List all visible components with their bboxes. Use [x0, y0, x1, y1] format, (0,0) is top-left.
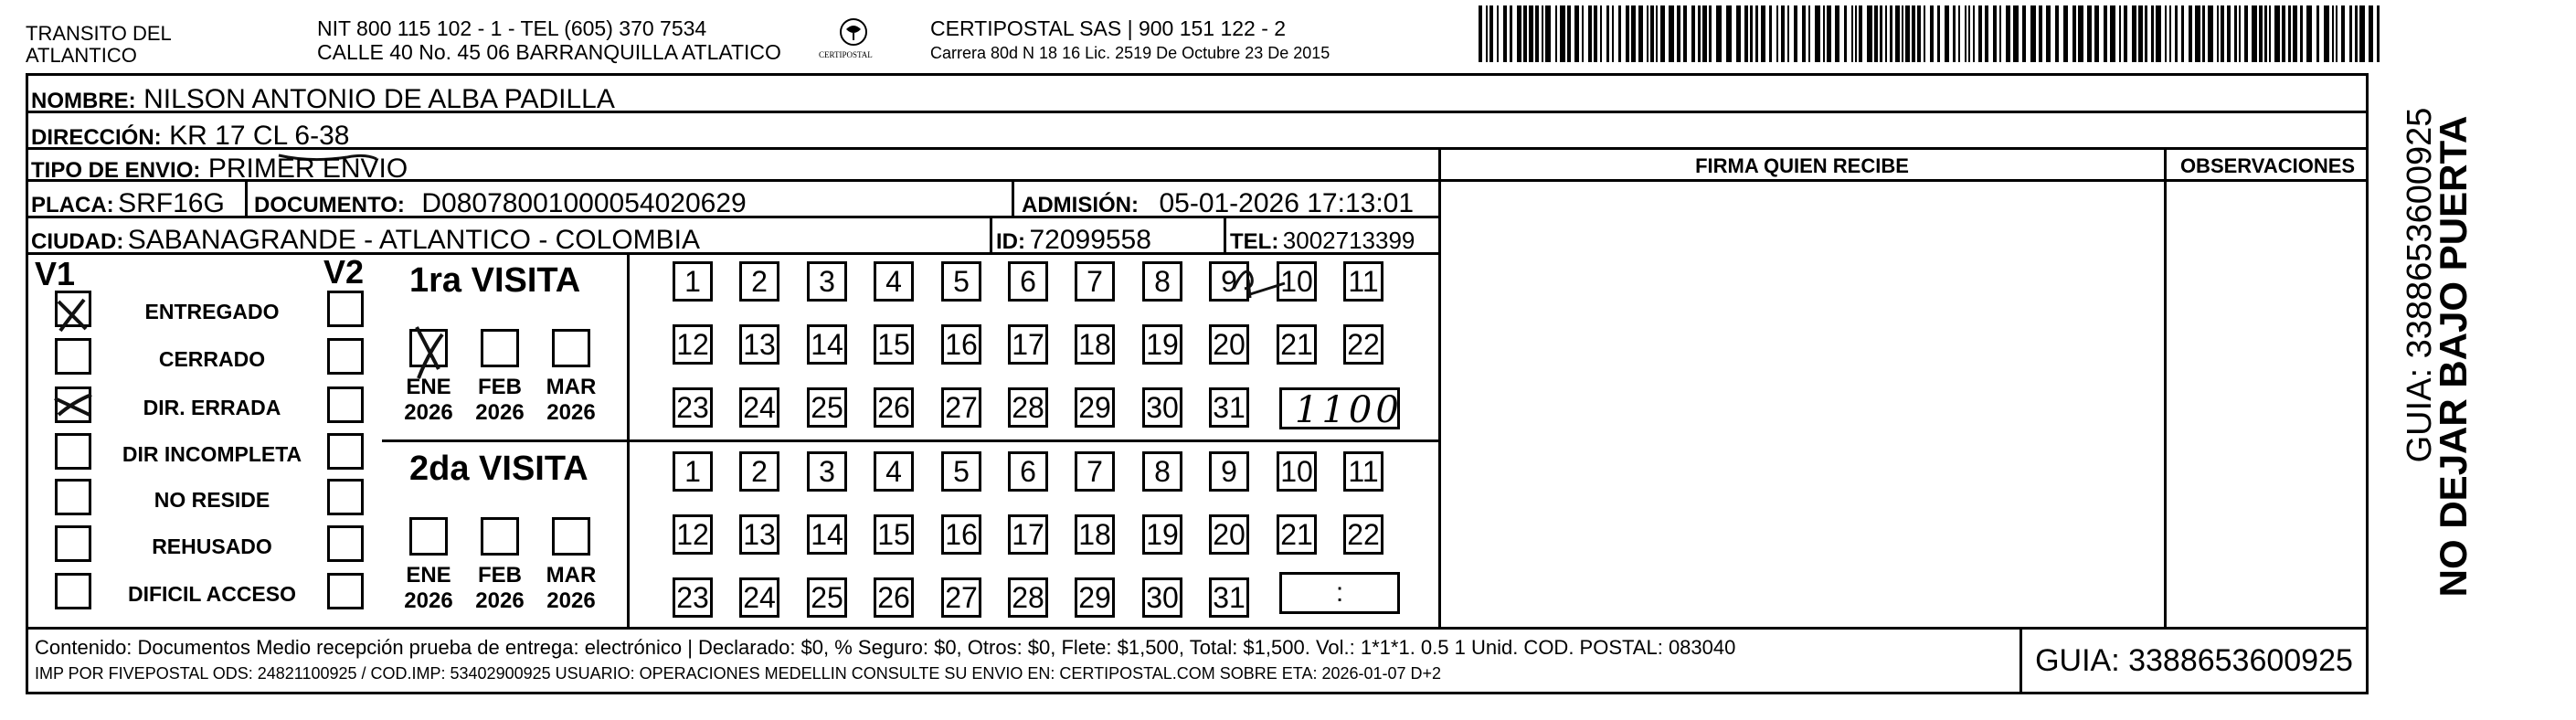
barcode-bar [1594, 5, 1597, 62]
barcode-bar [2288, 5, 2291, 62]
visit2-day-3-box[interactable]: 3 [807, 451, 847, 492]
visit2-ene-label: ENE [406, 563, 451, 588]
barcode-bar [1902, 5, 1903, 62]
visit2-day-1-box[interactable]: 1 [673, 451, 713, 492]
barcode-bar [1560, 5, 1565, 62]
status-dir-errada-label: DIR. ERRADA [143, 396, 281, 419]
v2-label: V2 [323, 253, 365, 291]
barcode-bar [1827, 5, 1831, 62]
visit1-day-16-box[interactable]: 16 [941, 324, 981, 365]
ciudad-field [31, 227, 700, 254]
barcode-bar [2039, 5, 2042, 62]
barcode-bar [2165, 5, 2167, 62]
barcode-bar [2316, 5, 2319, 62]
barcode-bar [2306, 5, 2312, 62]
sender-address: CALLE 40 No. 45 06 BARRANQUILLA ATLATICO [317, 40, 781, 64]
visit2-day-18-box[interactable]: 18 [1075, 514, 1115, 555]
barcode-bar [1698, 5, 1701, 62]
barcode-bar [1844, 5, 1847, 62]
imp-line: IMP POR FIVEPOSTAL ODS: 24821100925 / COD.IMP: 53402900925 USUARIO: OPERACIONES MEDELLIN CONSULTE SU ENVIO EN: CERTIPOSTAL.COM SOBRE ETA: 2026-01-07 D+2 [35, 664, 1442, 683]
v2-cerrado-checkbox[interactable] [327, 338, 364, 375]
barcode-bar [1744, 5, 1748, 62]
barcode-bar [2324, 5, 2329, 62]
visit1-feb-checkbox[interactable] [481, 329, 519, 367]
visit1-day-26-box[interactable]: 26 [874, 387, 914, 428]
barcode-bar [1638, 5, 1643, 62]
barcode-bar [1851, 5, 1853, 62]
v1-dir-incompleta-checkbox[interactable] [55, 433, 91, 470]
visit2-day-7-box[interactable]: 7 [1075, 451, 1115, 492]
barcode-bar [1503, 5, 1507, 62]
contenido-line: Contenido: Documentos Medio recepción prueba de entrega: electrónico | Declarado: $0, % Seguro: $0, Otros: $0, Flete: $1,500, Total: $1,500. Vol.: 1*1*1. 0.5 1 Unid. COD. POSTAL: 083040 [35, 636, 1736, 659]
barcode-bar [1479, 5, 1482, 62]
barcode-bar [1606, 5, 1609, 62]
visit1-time-handwritten: 1100 [1295, 389, 1403, 431]
certipostal-logo [817, 16, 890, 66]
barcode-bar [2063, 5, 2068, 62]
visit1-day-8-box[interactable]: 8 [1142, 261, 1182, 302]
visit1-day-13-box[interactable]: 13 [739, 324, 779, 365]
company-line: CERTIPOSTAL SAS | 900 151 122 - 2 [930, 16, 1287, 40]
barcode-bar [1885, 5, 1887, 62]
visit2-feb-label: FEB [478, 563, 522, 588]
visit2-day-2-box[interactable]: 2 [739, 451, 779, 492]
barcode-bar [1535, 5, 1539, 62]
barcode-bar [2336, 5, 2337, 62]
visit1-title: 1ra VISITA [409, 261, 581, 300]
visit2-day-17-box[interactable]: 17 [1008, 514, 1048, 555]
barcode-bar [1965, 5, 1966, 62]
barcode-bar [2227, 5, 2231, 62]
visit1-day-28-box[interactable]: 28 [1008, 387, 1048, 428]
barcode-bar [1924, 5, 1925, 62]
v1-label: V1 [35, 255, 76, 292]
barcode-bar [1895, 5, 1900, 62]
barcode-bar [1890, 5, 1892, 62]
barcode-bar [2195, 5, 2200, 62]
barcode-bar [2138, 5, 2143, 62]
tipo-envio-value: PRIMER ENVIO [207, 154, 408, 184]
direccion-label: DIRECCIÓN: [31, 125, 162, 150]
sender-name-line2: ATLANTICO [26, 44, 137, 67]
visit1-ene-label: ENE [406, 375, 451, 399]
barcode-bar [2087, 5, 2092, 62]
barcode-bar [2341, 5, 2345, 62]
barcode-bar [1905, 5, 1910, 62]
visit2-day-20-box[interactable]: 20 [1209, 514, 1249, 555]
barcode-bar [1978, 5, 1982, 62]
barcode-bar [2110, 5, 2115, 62]
barcode-bar [1669, 5, 1674, 62]
barcode-bar [1945, 5, 1949, 62]
visit1-day-30-box[interactable]: 30 [1142, 387, 1182, 428]
placa-value: SRF16G [118, 188, 225, 218]
placa-label: PLACA: [31, 193, 114, 217]
visit2-day-24-box[interactable]: 24 [739, 577, 779, 618]
visit1-day9-mark [1224, 258, 1288, 303]
barcode-bar [2217, 5, 2219, 62]
barcode-bar [1776, 5, 1778, 62]
visit1-day-10-box[interactable]: 10 [1277, 261, 1317, 302]
barcode-bar [1968, 5, 1970, 62]
visit1-day-12-box[interactable]: 12 [673, 324, 713, 365]
visit1-day-24-box[interactable]: 24 [739, 387, 779, 428]
barcode-bar [1750, 5, 1753, 62]
barcode-bar [2156, 5, 2161, 62]
barcode-bar [2369, 5, 2373, 62]
barcode-bar [2124, 5, 2127, 62]
barcode-bar [1958, 5, 1960, 62]
signature-area[interactable] [1442, 182, 2162, 625]
barcode-bar [2377, 5, 2380, 62]
barcode-bar [2208, 5, 2213, 62]
barcode-bar [1497, 5, 1499, 62]
barcode-bar [2221, 5, 2224, 62]
visit1-ene-check-mark [406, 322, 457, 386]
barcode-bar [1917, 5, 1921, 62]
visit1-ene-year: 2026 [404, 400, 453, 425]
visit1-time-box[interactable] [1279, 387, 1403, 431]
visit2-day-16-box[interactable]: 16 [941, 514, 981, 555]
visit1-day-6-box[interactable]: 6 [1008, 261, 1048, 302]
visit2-day-8-box[interactable]: 8 [1142, 451, 1182, 492]
visit1-day-5-box[interactable]: 5 [941, 261, 981, 302]
barcode-bar [2269, 5, 2271, 62]
visit2-feb-year: 2026 [475, 588, 525, 613]
license-line: Carrera 80d N 18 16 Lic. 2519 De Octubre 23 De 2015 [930, 44, 1330, 62]
v1-entregado-check-mark [51, 292, 97, 338]
visit1-mar-year: 2026 [546, 400, 596, 425]
barcode-bar [1631, 5, 1636, 62]
barcode-bar [2355, 5, 2358, 62]
admision-value: 05-01-2026 17:13:01 [1159, 188, 1415, 218]
visit2-day-30-box[interactable]: 30 [1142, 577, 1182, 618]
barcode-bar [1545, 5, 1551, 62]
barcode-bar [1612, 5, 1614, 62]
barcode-bar [2013, 5, 2019, 62]
barcode-bar [1781, 5, 1785, 62]
status-no-reside-label: NO RESIDE [154, 488, 270, 512]
visit2-day-27-box[interactable]: 27 [941, 577, 981, 618]
visit1-day-21-box[interactable]: 21 [1277, 324, 1317, 365]
visit2-day-12-box[interactable]: 12 [673, 514, 713, 555]
barcode-bar [2252, 5, 2257, 62]
barcode-bar [1677, 5, 1680, 62]
barcode-bar [1517, 5, 1521, 62]
barcode-bar [1600, 5, 1602, 62]
barcode-bar [1761, 5, 1765, 62]
sender-name-line1: TRANSITO DEL [26, 22, 172, 45]
barcode-bar [1486, 5, 1488, 62]
barcode-bar [1567, 5, 1571, 62]
visit2-day-15-box[interactable]: 15 [874, 514, 914, 555]
barcode-bar [1973, 5, 1975, 62]
barcode-bar [1529, 5, 1533, 62]
nombre-label: NOMBRE: [31, 89, 136, 113]
visit2-day-28-box[interactable]: 28 [1008, 577, 1048, 618]
sender-nit: NIT 800 115 102 - 1 - TEL (605) 370 7534 [317, 16, 707, 40]
direccion-value: KR 17 CL 6-38 [169, 121, 350, 151]
barcode-bar [1555, 5, 1557, 62]
visit1-day-9-box[interactable]: 9 [1209, 261, 1249, 302]
barcode-bar [1588, 5, 1592, 62]
barcode-bar [1656, 5, 1658, 62]
barcode-bar [2145, 5, 2147, 62]
visit2-day-9-box[interactable]: 9 [1209, 451, 1249, 492]
visit1-day-18-box[interactable]: 18 [1075, 324, 1115, 365]
visit1-mar-checkbox[interactable] [552, 329, 590, 367]
v2-dir-incompleta-checkbox[interactable] [327, 433, 364, 470]
barcode-bar [1823, 5, 1825, 62]
barcode-bar [1835, 5, 1839, 62]
visit2-day-6-box[interactable]: 6 [1008, 451, 1048, 492]
visit2-day-13-box[interactable]: 13 [739, 514, 779, 555]
visit2-title: 2da VISITA [409, 450, 588, 488]
barcode-bar [2030, 5, 2036, 62]
side-guia: GUIA: 3388653600925 [2401, 107, 2439, 463]
barcode-bar [1808, 5, 1810, 62]
barcode-bar [2104, 5, 2107, 62]
barcode-bar [2006, 5, 2010, 62]
barcode-bar [2300, 5, 2303, 62]
barcode-bar [1647, 5, 1648, 62]
barcode-bar [2282, 5, 2285, 62]
barcode-bar [1716, 5, 1722, 62]
barcode-bar [1691, 5, 1695, 62]
barcode-bar [1582, 5, 1584, 62]
barcode-bar [2078, 5, 2083, 62]
barcode-bar [1660, 5, 1665, 62]
visit2-day-5-box[interactable]: 5 [941, 451, 981, 492]
v1-dificil-acceso-checkbox[interactable] [55, 573, 91, 609]
barcode-bar [1993, 5, 1997, 62]
documento-value: D08078001000054020629 [421, 188, 747, 218]
barcode-bar [1755, 5, 1758, 62]
v2-no-reside-checkbox[interactable] [327, 479, 364, 515]
barcode-bar [1542, 5, 1543, 62]
barcode-bar [1510, 5, 1512, 62]
nombre-value: NILSON ANTONIO DE ALBA PADILLA [143, 84, 615, 114]
v2-dir-errada-checkbox[interactable] [327, 386, 364, 423]
barcode-bar [2293, 5, 2297, 62]
v2-dificil-acceso-checkbox[interactable] [327, 573, 364, 609]
barcode-bar [2181, 5, 2184, 62]
barcode-bar [1912, 5, 1915, 62]
placa-field [31, 190, 225, 217]
barcode-bar [2259, 5, 2263, 62]
visit2-ene-year: 2026 [404, 588, 453, 613]
visit1-day-4-box[interactable]: 4 [874, 261, 914, 302]
visit1-day-27-box[interactable]: 27 [941, 387, 981, 428]
visit1-day-25-box[interactable]: 25 [807, 387, 847, 428]
barcode-bar [1736, 5, 1741, 62]
barcode-bar [1626, 5, 1629, 62]
visit2-day-11-box[interactable]: 11 [1343, 451, 1383, 492]
barcode-bar [2151, 5, 2154, 62]
observaciones-header: OBSERVACIONES [2179, 154, 2356, 177]
v1-cerrado-checkbox[interactable] [55, 338, 91, 375]
barcode [1479, 5, 2383, 62]
visit1-mar-label: MAR [546, 375, 597, 399]
barcode-bar [2244, 5, 2248, 62]
visit2-day-29-box[interactable]: 29 [1075, 577, 1115, 618]
barcode-bar [1999, 5, 2001, 62]
barcode-bar [2332, 5, 2334, 62]
status-dir-incompleta-label: DIR INCOMPLETA [122, 442, 302, 466]
visit1-day-15-box[interactable]: 15 [874, 324, 914, 365]
tel-value: 3002713399 [1282, 227, 1415, 254]
v2-rehusado-checkbox[interactable] [327, 525, 364, 562]
visit2-day-21-box[interactable]: 21 [1277, 514, 1317, 555]
visit1-day-23-box[interactable]: 23 [673, 387, 713, 428]
tel-label: TEL: [1230, 229, 1279, 254]
barcode-bar [1930, 5, 1934, 62]
barcode-bar [2189, 5, 2192, 62]
status-entregado-label: ENTREGADO [144, 300, 280, 323]
barcode-bar [2239, 5, 2241, 62]
barcode-bar [1880, 5, 1882, 62]
visit1-day-14-box[interactable]: 14 [807, 324, 847, 365]
footer-guia: GUIA: 3388653600925 [2035, 643, 2353, 678]
visit2-day-22-box[interactable]: 22 [1343, 514, 1383, 555]
visit1-day-17-box[interactable]: 17 [1008, 324, 1048, 365]
visit2-feb-checkbox[interactable] [481, 517, 519, 556]
visit1-day-31-box[interactable]: 31 [1209, 387, 1249, 428]
barcode-bar [2175, 5, 2178, 62]
visit2-day-4-box[interactable]: 4 [874, 451, 914, 492]
visit2-mar-checkbox[interactable] [552, 517, 590, 556]
barcode-bar [2169, 5, 2171, 62]
nombre-field [31, 86, 615, 113]
barcode-bar [1683, 5, 1687, 62]
barcode-bar [2202, 5, 2205, 62]
barcode-bar [1769, 5, 1772, 62]
barcode-bar [1867, 5, 1872, 62]
barcode-bar [1794, 5, 1797, 62]
barcode-bar [1859, 5, 1862, 62]
documento-label: DOCUMENTO: [254, 193, 405, 217]
admision-field [1022, 190, 1414, 217]
visit2-day-25-box[interactable]: 25 [807, 577, 847, 618]
v1-no-reside-checkbox[interactable] [55, 479, 91, 515]
visit1-day-22-box[interactable]: 22 [1343, 324, 1383, 365]
v2-entregado-checkbox[interactable] [327, 291, 364, 327]
visit1-day-19-box[interactable]: 19 [1142, 324, 1182, 365]
barcode-bar [2119, 5, 2121, 62]
visit2-day-23-box[interactable]: 23 [673, 577, 713, 618]
tel-field [1230, 228, 1415, 253]
status-rehusado-label: REHUSADO [152, 535, 272, 558]
v1-dir-errada-check-mark [51, 387, 97, 424]
ciudad-label: CIUDAD: [31, 229, 124, 254]
id-value: 72099558 [1029, 225, 1151, 255]
status-dificil-acceso-label: DIFICIL ACCESO [127, 582, 296, 606]
tipo-envio-field [31, 155, 408, 183]
observaciones-area[interactable] [2168, 182, 2367, 625]
visit1-day-11-box[interactable]: 11 [1343, 261, 1383, 302]
barcode-bar [1874, 5, 1878, 62]
documento-field [254, 190, 747, 217]
visit1-feb-label: FEB [478, 375, 522, 399]
barcode-bar [1855, 5, 1857, 62]
barcode-bar [2055, 5, 2059, 62]
barcode-bar [2359, 5, 2365, 62]
barcode-bar [2274, 5, 2280, 62]
barcode-bar [1815, 5, 1820, 62]
visit2-day-19-box[interactable]: 19 [1142, 514, 1182, 555]
ciudad-value: SABANAGRANDE - ATLANTICO - COLOMBIA [127, 225, 701, 255]
no-dejar-bajo-puerta: NO DEJAR BAJO PUERTA [2432, 115, 2475, 598]
visit2-ene-checkbox[interactable] [409, 517, 448, 556]
barcode-bar [1618, 5, 1621, 62]
visit2-mar-label: MAR [546, 563, 597, 588]
barcode-bar [1726, 5, 1732, 62]
barcode-bar [1985, 5, 1988, 62]
barcode-bar [2349, 5, 2352, 62]
visit2-day-10-box[interactable]: 10 [1277, 451, 1317, 492]
barcode-bar [2022, 5, 2026, 62]
visit2-day-26-box[interactable]: 26 [874, 577, 914, 618]
barcode-bar [1650, 5, 1654, 62]
barcode-bar [2234, 5, 2237, 62]
tipo-envio-label: TIPO DE ENVIO: [31, 158, 201, 183]
visit1-day-1-box[interactable]: 1 [673, 261, 713, 302]
barcode-bar [1709, 5, 1712, 62]
firma-header: FIRMA QUIEN RECIBE [1695, 154, 1909, 177]
barcode-bar [1574, 5, 1579, 62]
barcode-bar [1489, 5, 1493, 62]
v1-rehusado-checkbox[interactable] [55, 525, 91, 562]
visit1-day-29-box[interactable]: 29 [1075, 387, 1115, 428]
barcode-bar [1802, 5, 1806, 62]
logo-text: CERTIPOSTAL [819, 50, 873, 59]
visit1-day-2-box[interactable]: 2 [739, 261, 779, 302]
barcode-bar [1702, 5, 1707, 62]
status-cerrado-label: CERRADO [158, 347, 266, 371]
visit1-day-3-box[interactable]: 3 [807, 261, 847, 302]
barcode-bar [2264, 5, 2267, 62]
barcode-bar [2094, 5, 2099, 62]
visit2-day-14-box[interactable]: 14 [807, 514, 847, 555]
barcode-bar [1523, 5, 1527, 62]
barcode-bar [2046, 5, 2051, 62]
barcode-bar [2072, 5, 2076, 62]
visit1-feb-year: 2026 [475, 400, 525, 425]
visit2-time-box[interactable]: : [1279, 572, 1400, 614]
barcode-bar [2132, 5, 2136, 62]
barcode-bar [1953, 5, 1956, 62]
id-label: ID: [996, 229, 1025, 254]
id-field [996, 227, 1151, 254]
barcode-bar [1787, 5, 1789, 62]
visit2-day-31-box[interactable]: 31 [1209, 577, 1249, 618]
visit1-day-7-box[interactable]: 7 [1075, 261, 1115, 302]
barcode-bar [1937, 5, 1940, 62]
admision-label: ADMISIÓN: [1022, 193, 1139, 217]
visit1-day-20-box[interactable]: 20 [1209, 324, 1249, 365]
visit2-mar-year: 2026 [546, 588, 596, 613]
